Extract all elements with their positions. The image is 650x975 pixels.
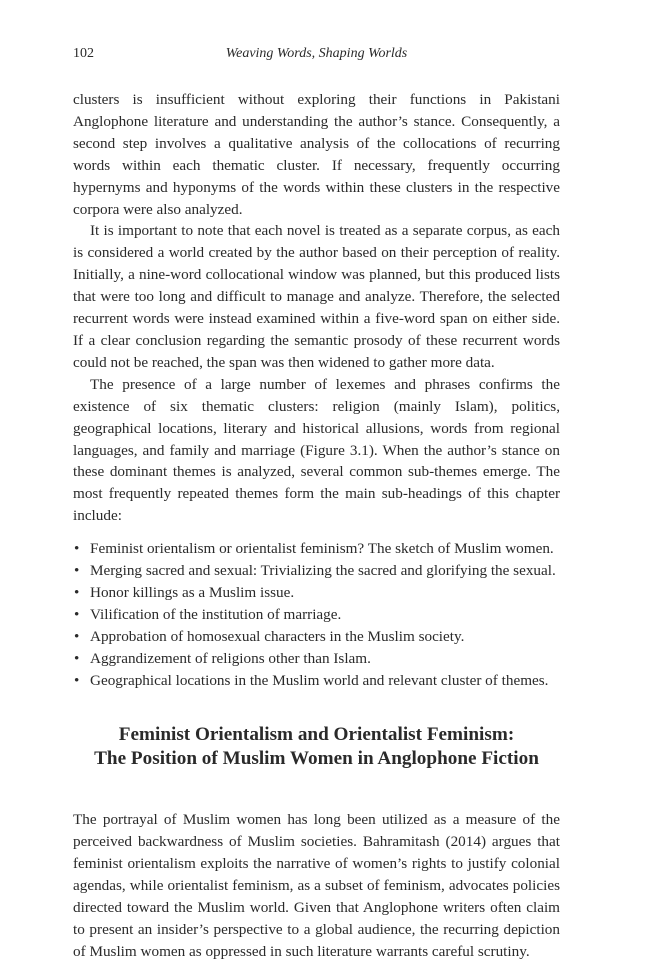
page-number: 102 [73,46,94,61]
running-head [73,46,560,66]
list-item [73,604,560,626]
bullet-icon: • [74,671,80,689]
section-heading [73,723,560,771]
list-item [73,560,560,582]
list-item-text: Honor killings as a Muslim issue. [90,583,295,601]
list-item-text: Approbation of homosexual characters in the Muslim society. [90,627,465,645]
bullet-icon: • [74,562,80,580]
body-text [73,89,560,963]
list-item-text: Geographical locations in the Muslim world and relevant cluster of themes. [90,671,549,689]
bullet-icon: • [74,605,80,623]
bullet-icon: • [74,540,80,558]
list-item [73,626,560,648]
list-item [73,538,560,560]
section-paragraph: The portrayal of Muslim women has long been utilized as a measure of the perceived backwardness of Muslim societies. Bahramitash (2014) argues that feminist orientalism exploits the narrative of women’s rights to justify colonial agendas, while orientalist feminism, as a subset of feminism, advocates policies directed toward the Muslim world. Given that Anglophone writers often claim to present an insider’s perspective to a global audience, the recurring depiction of Muslim women as oppressed in such literature warrants careful scrutiny. [73,811,560,960]
section-heading-line-2: The Position of Muslim Women in Anglophone Fiction [94,748,539,770]
paragraph-continuation: clusters is insufficient without exploring their functions in Pakistani Anglophone literature and understanding the author’s stance. Consequently, a second step involves a qualitative analysis of the collocations of recurring words within each thematic cluster. If necessary, frequently occurring hypernyms and hyponyms of the words within these clusters in the respective corpora were also analyzed. [73,91,560,218]
section-heading-line-1: Feminist Orientalism and Orientalist Feminism: [118,724,515,746]
list-item-text: Feminist orientalism or orientalist feminism? The sketch of Muslim women. [90,540,554,558]
running-title: Weaving Words, Shaping Worlds [225,46,408,61]
list-item-text: Aggrandizement of religions other than Islam. [90,649,371,667]
list-item [73,670,560,692]
paragraph-corpus-method: It is important to note that each novel is treated as a separate corpus, as each is considered a world created by the author based on their perception of reality. Initially, a nine-word collocational window was planned, but this produced lists that were too long and difficult to manage and analyze. Therefore, the selected recurrent words were instead examined within a five-word span on either side. If a clear conclusion regarding the semantic prosody of these recurrent words could not be reached, the span was then widened to gather more data. [73,222,560,371]
paragraph-thematic-clusters: The presence of a large number of lexemes and phrases confirms the existence of six thematic clusters: religion (mainly Islam), politics, geographical locations, literary and historical allusions, words from regional languages, and family and marriage (Figure 3.1). When the author’s stance on these dominant themes is analyzed, several common sub-themes emerge. The most frequently repeated themes form the main sub-headings of this chapter include: [73,375,560,525]
bullet-icon: • [74,627,80,645]
bullet-icon: • [74,649,80,667]
subheading-list [73,538,560,691]
list-item-text: Merging sacred and sexual: Trivializing the sacred and glorifying the sexual. [90,562,556,580]
list-item-text: Vilification of the institution of marriage. [90,605,342,623]
list-item [73,648,560,670]
bullet-icon: • [74,583,80,601]
list-item [73,582,560,604]
